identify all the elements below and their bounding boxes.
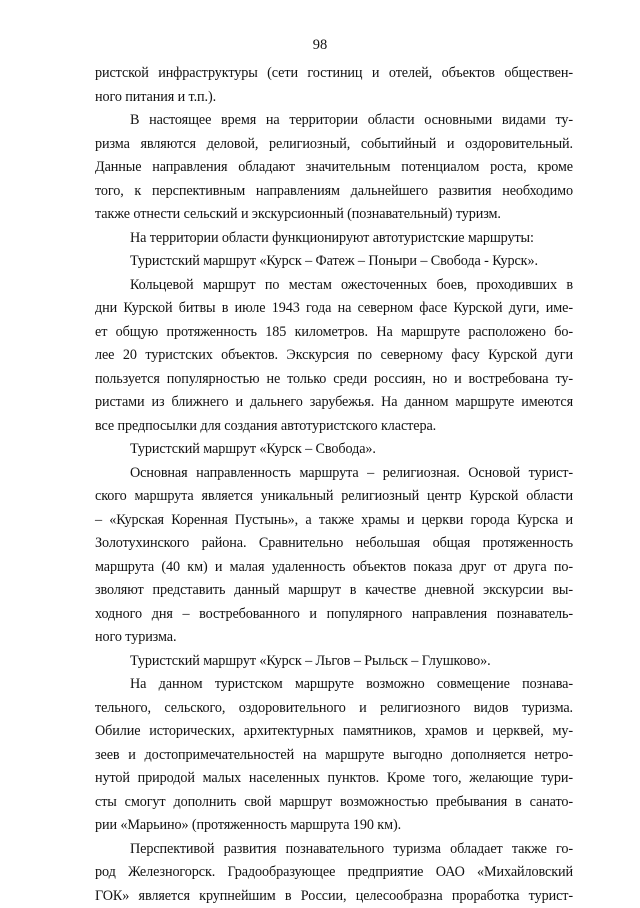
text-line: сты смогут дополнить свой маршрут возможностью пребывания в санато- — [95, 791, 573, 815]
text-line: ного питания и т.п.). — [95, 86, 573, 110]
text-line: – «Курская Коренная Пустынь», а также храмы и церкви города Курска и — [95, 509, 573, 533]
text-line: маршрута (40 км) и малая удаленность объектов показа друг от друга по- — [95, 556, 573, 580]
text-line: ристами из ближнего и дальнего зарубежья. На данном маршруте имеются — [95, 391, 573, 415]
text-line: На территории области функционируют автотуристские маршруты: — [95, 227, 573, 251]
page-number: 98 — [0, 36, 640, 54]
text-line: ходного дня – востребованного и популярного направления познаватель- — [95, 603, 573, 627]
text-line: ет общую протяженность 185 километров. На маршруте расположено бо- — [95, 321, 573, 345]
text-line: дни Курской битвы в июле 1943 года на северном фасе Курской дуги, име- — [95, 297, 573, 321]
text-line: ского маршрута является уникальный религиозный центр Курской области — [95, 485, 573, 509]
text-line: также отнести сельский и экскурсионный (познавательный) туризм. — [95, 203, 573, 227]
text-line: Туристский маршрут «Курск – Свобода». — [95, 438, 573, 462]
text-line: ризма являются деловой, религиозный, событийный и оздоровительный. — [95, 133, 573, 157]
text-line: Обилие исторических, архитектурных памятников, храмов и церквей, му- — [95, 720, 573, 744]
text-line: В настоящее время на территории области основными видами ту- — [95, 109, 573, 133]
text-line: того, к перспективным направлениям дальнейшего развития необходимо — [95, 180, 573, 204]
text-line: Перспективой развития познавательного туризма обладает также го- — [95, 838, 573, 862]
text-line: Туристский маршрут «Курск – Фатеж – Поныри – Свобода - Курск». — [95, 250, 573, 274]
text-line: Золотухинского района. Сравнительно небольшая общая протяженность — [95, 532, 573, 556]
text-line: На данном туристском маршруте возможно совмещение познава- — [95, 673, 573, 697]
text-line: зеев и достопримечательностей на маршруте выгодно дополняется нетро- — [95, 744, 573, 768]
text-line: пользуется популярностью не только среди россиян, но и востребована ту- — [95, 368, 573, 392]
text-line: лее 20 туристских объектов. Экскурсия по северному фасу Курской дуги — [95, 344, 573, 368]
text-line: зволяют представить данный маршрут в качестве дневной экскурсии вы- — [95, 579, 573, 603]
text-line: ГОК» является крупнейшим в России, целесообразна проработка турист- — [95, 885, 573, 908]
text-line: Данные направления обладают значительным потенциалом роста, кроме — [95, 156, 573, 180]
text-line: все предпосылки для создания автотуристского кластера. — [95, 415, 573, 439]
text-line: род Железногорск. Градообразующее предприятие ОАО «Михайловский — [95, 861, 573, 885]
text-line: ристской инфраструктуры (сети гостиниц и отелей, объектов обществен- — [95, 62, 573, 86]
text-line: нутой природой малых населенных пунктов. Кроме того, желающие тури- — [95, 767, 573, 791]
body-text — [95, 62, 573, 908]
text-line: тельного, сельского, оздоровительного и религиозного видов туризма. — [95, 697, 573, 721]
text-line: Туристский маршрут «Курск – Льгов – Рыльск – Глушково». — [95, 650, 573, 674]
text-line: Кольцевой маршрут по местам ожесточенных боев, проходивших в — [95, 274, 573, 298]
text-line: рии «Марьино» (протяженность маршрута 190 км). — [95, 814, 573, 838]
text-line: Основная направленность маршрута – религиозная. Основой турист- — [95, 462, 573, 486]
text-line: ного туризма. — [95, 626, 573, 650]
